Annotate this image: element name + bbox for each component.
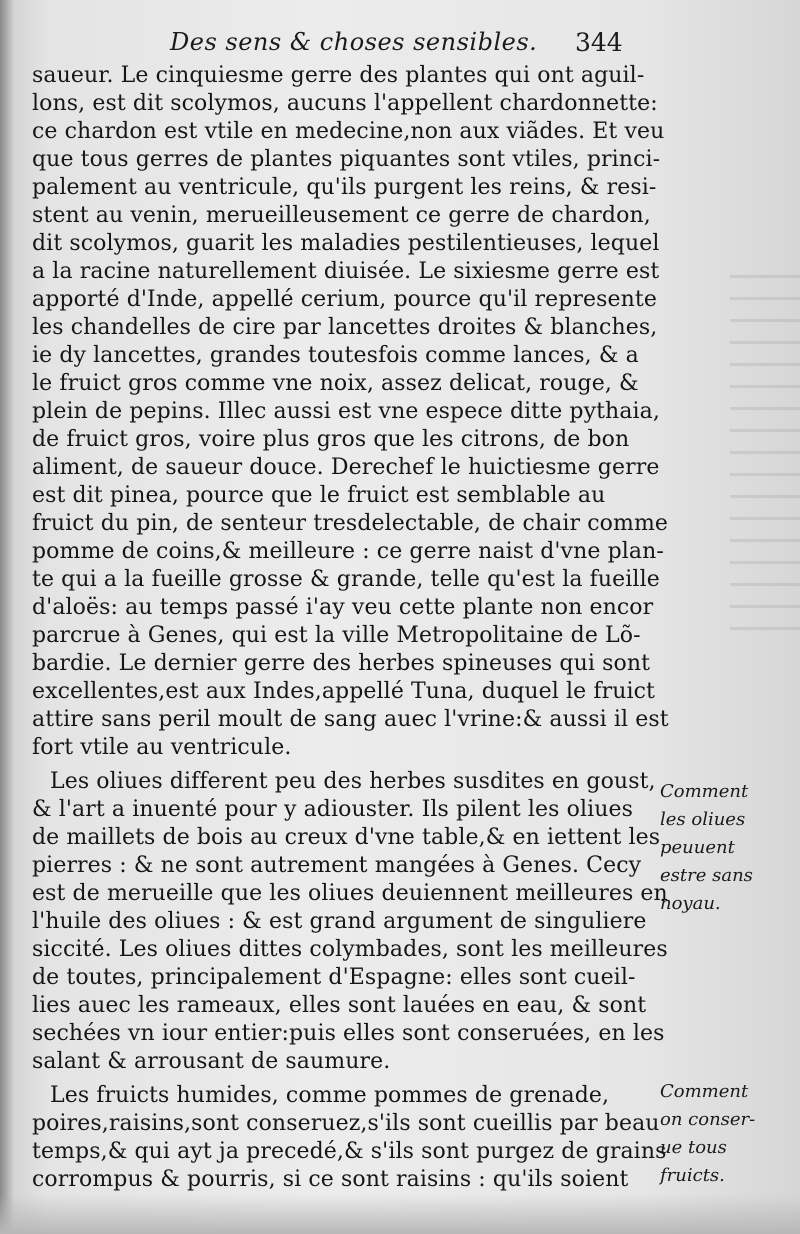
text-line: te qui a la fueille grosse & grande, telle qu'est la fueille bbox=[32, 567, 660, 592]
page-number: 344 bbox=[575, 28, 623, 57]
main-text bbox=[32, 62, 669, 1194]
text-line: aliment, de saueur douce. Derechef le huictiesme gerre bbox=[32, 455, 660, 480]
show-through-texture bbox=[730, 270, 800, 630]
note-line: estre sans bbox=[660, 865, 753, 886]
text-line: que tous gerres de plantes piquantes sont vtiles, princi- bbox=[32, 147, 661, 172]
text-line: bardie. Le dernier gerre des herbes spineuses qui sont bbox=[32, 651, 651, 676]
text-line: & l'art a inuenté pour y adiouster. Ils pilent les oliues bbox=[32, 797, 633, 822]
text-line: temps,& qui ayt ja precedé,& s'ils sont purgez de grains bbox=[32, 1139, 667, 1164]
text-line: excellentes,est aux Indes,appellé Tuna, duquel le fruict bbox=[32, 679, 655, 704]
note-line: fruicts. bbox=[660, 1165, 725, 1186]
text-line: le fruict gros comme vne noix, assez delicat, rouge, & bbox=[32, 371, 639, 396]
text-line: est dit pinea, pource que le fruict est semblable au bbox=[32, 483, 606, 508]
note-line: peuuent bbox=[660, 837, 735, 858]
text-line: d'aloës: au temps passé i'ay veu cette plante non encor bbox=[32, 595, 654, 620]
text-line: saueur. Le cinquiesme gerre des plantes qui ont aguil- bbox=[32, 63, 645, 88]
text-line: pomme de coins,& meilleure : ce gerre naist d'vne plan- bbox=[32, 539, 664, 564]
note-line: Comment bbox=[660, 1081, 749, 1102]
text-line: l'huile des oliues : & est grand argument de singuliere bbox=[32, 909, 647, 934]
text-line: de maillets de bois au creux d'vne table,& en iettent les bbox=[32, 825, 661, 850]
text-line: Les fruicts humides, comme pommes de grenade, bbox=[50, 1083, 610, 1108]
marginal-note-conserve bbox=[660, 1078, 800, 1190]
note-line: les oliues bbox=[660, 809, 746, 830]
text-line: de toutes, principalement d'Espagne: elles sont cueil- bbox=[32, 965, 636, 990]
text-line: est de merueille que les oliues deuiennent meilleures en bbox=[32, 881, 668, 906]
text-line: attire sans peril moult de sang auec l'vrine:& aussi il est bbox=[32, 707, 669, 732]
text-line: fruict du pin, de senteur tresdelectable, de chair comme bbox=[32, 511, 669, 536]
marginal-note-olives bbox=[660, 778, 800, 918]
text-line: ce chardon est vtile en medecine,non aux viãdes. Et veu bbox=[32, 119, 665, 144]
text-line: sechées vn iour entier:puis elles sont conseruées, en les bbox=[32, 1021, 665, 1046]
bottom-shadow bbox=[0, 1194, 800, 1234]
text-line: fort vtile au ventricule. bbox=[32, 735, 292, 760]
text-line: corrompus & pourris, si ce sont raisins : qu'ils soient bbox=[32, 1167, 629, 1192]
note-line: on conser- bbox=[660, 1109, 756, 1130]
text-line: les chandelles de cire par lancettes droites & blanches, bbox=[32, 315, 658, 340]
running-head bbox=[0, 28, 800, 62]
running-head-title: Des sens & choses sensibles. bbox=[170, 28, 538, 56]
text-line: stent au venin, merueilleusement ce gerre de chardon, bbox=[32, 203, 651, 228]
note-line: noyau. bbox=[660, 893, 721, 914]
note-line: ue tous bbox=[660, 1137, 727, 1158]
text-line: ie dy lancettes, grandes toutesfois comme lances, & a bbox=[32, 343, 639, 368]
paragraph-humid-fruits bbox=[32, 1082, 667, 1194]
text-line: siccité. Les oliues dittes colymbades, sont les meilleures bbox=[32, 937, 668, 962]
text-line: dit scolymos, guarit les maladies pestilentieuses, lequel bbox=[32, 231, 660, 256]
text-line: apporté d'Inde, appellé cerium, pource qu'il represente bbox=[32, 287, 657, 312]
note-line: Comment bbox=[660, 781, 749, 802]
text-line: palement au ventricule, qu'ils purgent les reins, & resi- bbox=[32, 175, 657, 200]
text-line: pierres : & ne sont autrement mangées à Genes. Cecy bbox=[32, 853, 642, 878]
text-line: parcrue à Genes, qui est la ville Metropolitaine de Lõ- bbox=[32, 623, 641, 648]
gutter-shadow bbox=[0, 0, 14, 1234]
text-line: lons, est dit scolymos, aucuns l'appellent chardonnette: bbox=[32, 91, 658, 116]
paragraph-fruits bbox=[32, 62, 669, 762]
text-line: poires,raisins,sont conseruez,s'ils sont cueillis par beau bbox=[32, 1111, 660, 1136]
paragraph-olives bbox=[32, 768, 668, 1076]
text-line: de fruict gros, voire plus gros que les citrons, de bon bbox=[32, 427, 630, 452]
text-line: lies auec les rameaux, elles sont lauées en eau, & sont bbox=[32, 993, 647, 1018]
text-line: Les oliues different peu des herbes susdites en goust, bbox=[50, 769, 656, 794]
text-line: salant & arrousant de saumure. bbox=[32, 1049, 391, 1074]
text-line: plein de pepins. Illec aussi est vne espece ditte pythaia, bbox=[32, 399, 660, 424]
text-line: a la racine naturellement diuisée. Le sixiesme gerre est bbox=[32, 259, 660, 284]
